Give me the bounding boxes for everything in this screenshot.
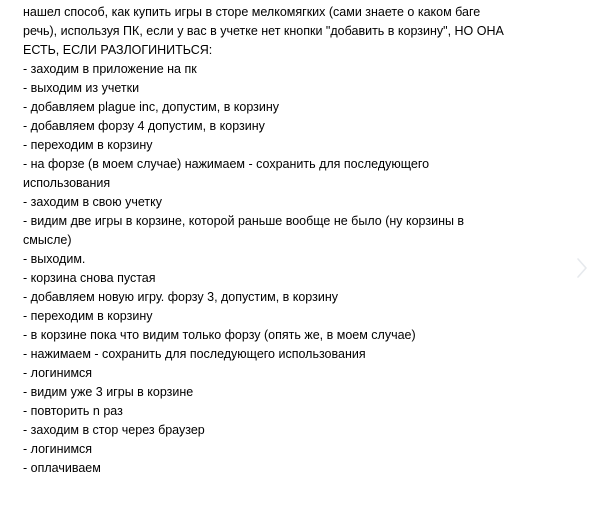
post-intro <box>23 3 563 60</box>
step-item: - заходим в стор через браузер <box>23 423 205 437</box>
step-item: - добавляем новую игру. форзу 3, допустим, в корзину <box>23 290 338 304</box>
step-item: - добавляем plague inc, допустим, в корзину <box>23 100 280 114</box>
step-item: - корзина снова пустая <box>23 271 156 285</box>
step-item: - на форзе (в моем случае) нажимаем - сохранить для последующего использования <box>23 157 430 190</box>
step-item: - видим две игры в корзине, которой раньше вообще не было (ну корзины в смысле) <box>23 214 465 247</box>
step-item: - выходим. <box>23 252 86 266</box>
steps-list <box>23 60 563 478</box>
step-item: - выходим из учетки <box>23 81 140 95</box>
chevron-right-icon <box>576 256 588 280</box>
step-item: - логинимся <box>23 442 93 456</box>
intro-line: нашел способ, как купить игры в сторе мелкомягких (сами знаете о каком баге <box>23 5 481 19</box>
intro-line: ЕСТЬ, ЕСЛИ РАЗЛОГИНИТЬСЯ: <box>23 43 213 57</box>
step-item: - видим уже 3 игры в корзине <box>23 385 194 399</box>
step-item: - заходим в свою учетку <box>23 195 162 209</box>
step-item: - оплачиваем <box>23 461 101 475</box>
next-arrow-button[interactable] <box>570 253 594 283</box>
step-item: - добавляем форзу 4 допустим, в корзину <box>23 119 265 133</box>
step-item: - заходим в приложение на пк <box>23 62 197 76</box>
post-text <box>23 3 563 478</box>
intro-line: речь), используя ПК, если у вас в учетке нет кнопки "добавить в корзину", НО ОНА <box>23 24 504 38</box>
step-item: - повторить n раз <box>23 404 123 418</box>
step-item: - логинимся <box>23 366 93 380</box>
step-item: - нажимаем - сохранить для последующего использования <box>23 347 366 361</box>
step-item: - в корзине пока что видим только форзу (опять же, в моем случае) <box>23 328 416 342</box>
step-item: - переходим в корзину <box>23 138 153 152</box>
step-item: - переходим в корзину <box>23 309 153 323</box>
